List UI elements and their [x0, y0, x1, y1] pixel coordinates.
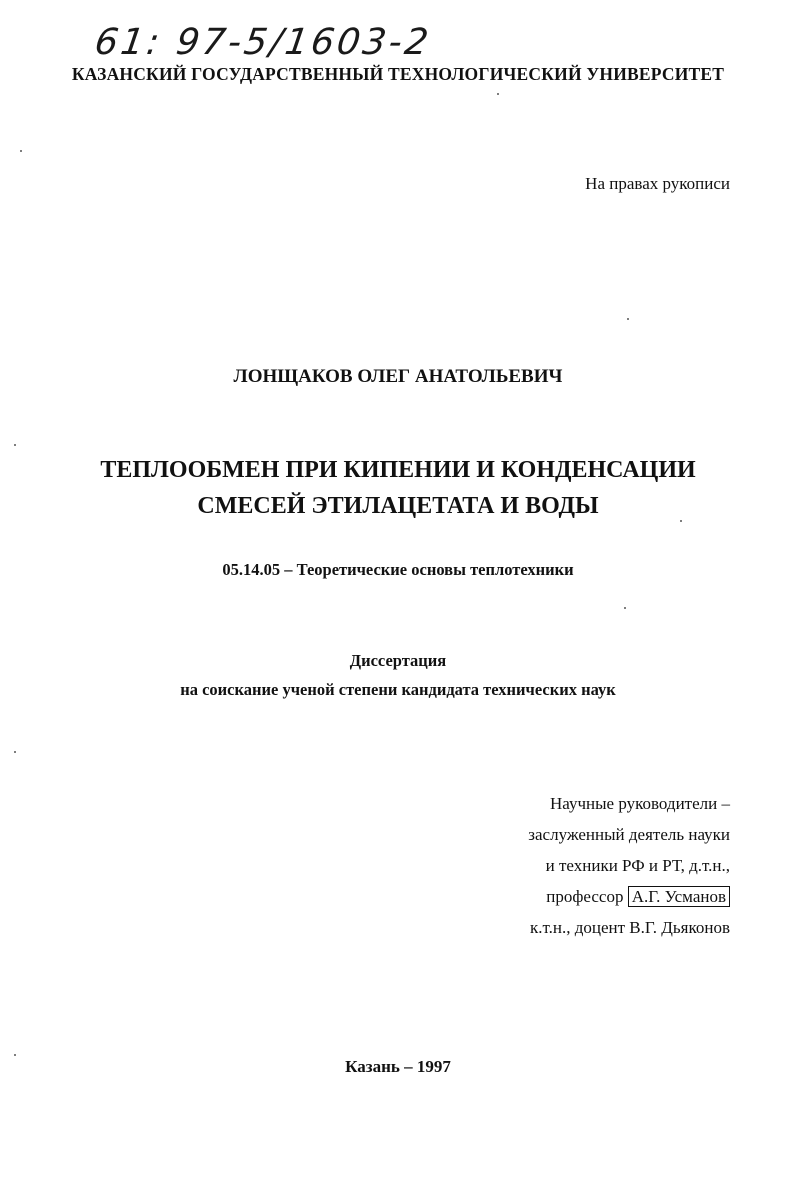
title-line-2: СМЕСЕЙ ЭТИЛАЦЕТАТА И ВОДЫ: [197, 493, 599, 519]
supervisors-line-2: заслуженный деятель науки: [528, 825, 730, 844]
scan-speck: [20, 150, 22, 152]
scan-speck: [14, 444, 16, 446]
dissertation-type: Диссертация: [349, 651, 447, 670]
supervisors-line-5: к.т.н., доцент В.Г. Дьяконов: [529, 918, 730, 937]
dissertation-degree: на соискание ученой степени кандидата технических наук: [180, 680, 616, 699]
rights-note: На правах рукописи: [585, 174, 730, 193]
title-line-1: ТЕПЛООБМЕН ПРИ КИПЕНИИ И КОНДЕНСАЦИИ: [100, 457, 696, 483]
supervisor-title: профессор: [546, 887, 624, 906]
supervisor-name-boxed: А.Г. Усманов: [628, 886, 730, 907]
supervisors-line-4: [528, 881, 730, 912]
scan-speck: [14, 751, 16, 753]
supervisors-heading: Научные руководители –: [550, 794, 730, 813]
scan-speck: [497, 93, 499, 95]
scan-speck: [627, 318, 629, 320]
dissertation-title: [0, 452, 796, 524]
specialty-code: 05.14.05 – Теоретические основы теплотехники: [222, 560, 574, 579]
scan-speck: [680, 520, 682, 522]
city-year: Казань – 1997: [345, 1057, 451, 1076]
supervisors-line-3: и техники РФ и РТ, д.т.н.,: [545, 856, 730, 875]
author-name: ЛОНЩАКОВ ОЛЕГ АНАТОЛЬЕВИЧ: [233, 366, 563, 387]
university-name: КАЗАНСКИЙ ГОСУДАРСТВЕННЫЙ ТЕХНОЛОГИЧЕСКИЙ УНИВЕРСИТЕТ: [71, 64, 725, 84]
supervisors-block: [528, 788, 730, 943]
handwritten-code-text: 61: 97-5/1603-2: [92, 22, 434, 63]
scan-speck: [624, 607, 626, 609]
scan-speck: [14, 1054, 16, 1056]
